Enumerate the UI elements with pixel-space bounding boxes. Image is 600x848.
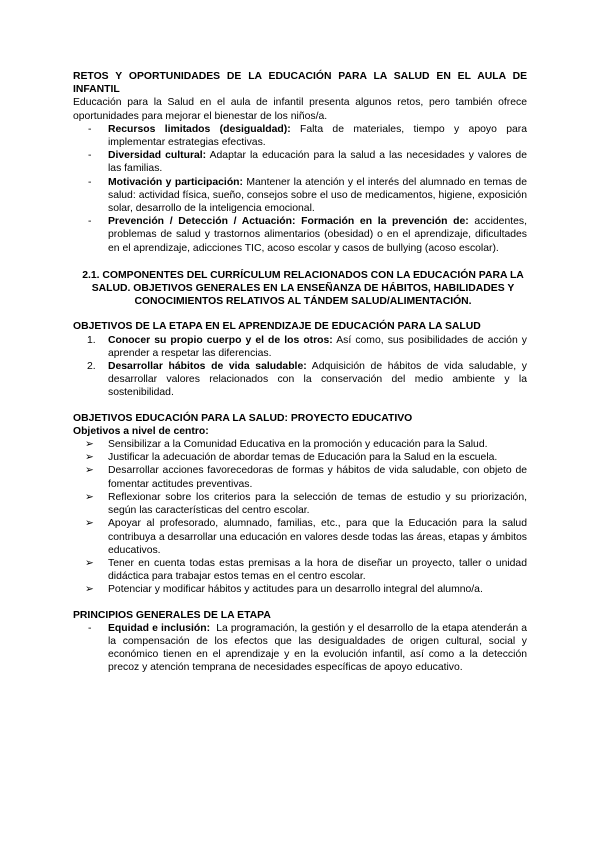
section-retos-title: RETOS Y OPORTUNIDADES DE LA EDUCACIÓN PARA LA SALUD EN EL AULA DE INFANTIL bbox=[73, 71, 527, 96]
item-text: Sensibilizar a la Comunidad Educativa en la promoción y educación para la Salud. bbox=[108, 439, 488, 451]
dash-bullet: - bbox=[88, 216, 92, 228]
item-text: Falta de materiales, tiempo y apoyo para implementar estrategias efectivas. bbox=[108, 123, 527, 149]
arrow-bullet-icon: ➢ bbox=[85, 491, 94, 503]
list-item bbox=[73, 438, 527, 451]
dash-bullet: - bbox=[88, 622, 92, 634]
item-text: Adaptar la educación para la salud a las necesidades y valores de las familias. bbox=[108, 150, 527, 175]
item-number: 1. bbox=[87, 334, 96, 346]
item-text: Potenciar y modificar hábitos y actitudes para un desarrollo integral del alumno/a. bbox=[108, 584, 483, 596]
arrow-bullet-icon: ➢ bbox=[85, 518, 94, 530]
list-item bbox=[73, 583, 527, 596]
list-item bbox=[73, 517, 527, 557]
item-label: Equidad e inclusión: bbox=[108, 622, 211, 634]
item-label: Diversidad cultural: bbox=[108, 150, 207, 162]
list-item bbox=[73, 464, 527, 490]
item-label: Prevención / Detección / Actuación: Formación en la prevención de: bbox=[108, 216, 469, 228]
item-text: Mantener la atención y el interés del alumnado en temas de salud: actividad física, sueño, consejos sobre el uso de medicamentos, higiene, exposición solar, desarrollo de la inteligencia emocional. bbox=[108, 176, 527, 215]
section-principios-title: PRINCIPIOS GENERALES DE LA ETAPA bbox=[73, 609, 271, 621]
item-text: accidentes, problemas de salud y trastornos alimentarios (obesidad) o en el aprendizaje, dificultades en el aprendizaje, adicciones TIC, acoso escolar y casos de bullying (acoso escolar). bbox=[108, 216, 527, 254]
list-item bbox=[73, 622, 530, 675]
list-item bbox=[73, 215, 527, 255]
list-item bbox=[73, 334, 527, 360]
list-item bbox=[73, 123, 527, 149]
document-page bbox=[73, 70, 530, 675]
arrow-bullet-icon: ➢ bbox=[85, 452, 94, 464]
principios-list bbox=[73, 622, 530, 675]
item-text: Apoyar al profesorado, alumnado, familias, etc., para que la Educación para la salud contribuya a desarrollar una educación en valores desde todas las áreas, etapas y ámbitos educativos. bbox=[108, 518, 527, 556]
section-proyecto-title: OBJETIVOS EDUCACIÓN PARA LA SALUD: PROYECTO EDUCATIVO bbox=[73, 412, 413, 424]
objetivos-etapa-list bbox=[73, 334, 527, 400]
item-label: Conocer su propio cuerpo y el de los otros: bbox=[108, 334, 333, 346]
list-item bbox=[73, 149, 527, 175]
section-componentes-title: 2.1. COMPONENTES DEL CURRÍCULUM RELACIONADOS CON LA EDUCACIÓN PARA LA SALUD. OBJETIVOS GENERALES EN LA ENSEÑANZA DE HÁBITOS, HABILIDADES Y CONOCIMIENTOS RELATIVOS AL TÁNDEM SALUD/ALIMENTACIÓN. bbox=[82, 269, 524, 308]
dash-bullet: - bbox=[88, 176, 92, 188]
retos-list bbox=[73, 123, 527, 255]
list-item bbox=[73, 557, 527, 583]
item-text: Reflexionar sobre los criterios para la selección de temas de estudio y su priorización, según las características del centro escolar. bbox=[108, 491, 527, 517]
list-item bbox=[73, 491, 527, 517]
item-label: Motivación y participación: bbox=[108, 176, 243, 188]
item-number: 2. bbox=[87, 361, 96, 373]
arrow-bullet-icon: ➢ bbox=[85, 557, 94, 569]
objetivos-centro-list bbox=[73, 438, 527, 596]
dash-bullet: - bbox=[88, 150, 92, 162]
list-item bbox=[73, 360, 527, 400]
section-objetivos-etapa-title: OBJETIVOS DE LA ETAPA EN EL APRENDIZAJE DE EDUCACIÓN PARA LA SALUD bbox=[73, 321, 481, 333]
item-text: Así como, sus posibilidades de acción y aprender a respetar las diferencias. bbox=[108, 334, 527, 359]
dash-bullet: - bbox=[88, 123, 92, 135]
list-item bbox=[73, 176, 527, 216]
item-text: La programación, la gestión y el desarrollo de la etapa atenderán a la compensación de los efectos que las desigualdades de origen cultural, social y económico tienen en el aprendizaje y en la evolución infantil, así como a la detección precoz y atención temprana de necesidades específicas de apoyo educativo. bbox=[108, 622, 530, 674]
item-text: Justificar la adecuación de abordar temas de Educación para la Salud en la escuela. bbox=[108, 452, 498, 464]
item-text: Adquisición de hábitos de vida saludable, y desarrollar valores relacionados con la conservación del medio ambiente y la sostenibilidad. bbox=[108, 361, 528, 399]
item-text: Tener en cuenta todas estas premisas a la hora de diseñar un proyecto, taller o unidad didáctica para trabajar estos temas en el centro escolar. bbox=[108, 557, 527, 583]
list-item bbox=[73, 451, 527, 464]
arrow-bullet-icon: ➢ bbox=[85, 465, 94, 477]
section-retos-intro: Educación para la Salud en el aula de infantil presenta algunos retos, pero también ofrece oportunidades para mejorar el bienestar de los niños/a. bbox=[73, 97, 527, 122]
section-proyecto-subtitle: Objetivos a nivel de centro: bbox=[73, 425, 209, 437]
item-label: Recursos limitados (desigualdad): bbox=[108, 123, 291, 135]
arrow-bullet-icon: ➢ bbox=[85, 584, 94, 596]
item-label: Desarrollar hábitos de vida saludable: bbox=[108, 361, 307, 373]
arrow-bullet-icon: ➢ bbox=[85, 439, 94, 451]
item-text: Desarrollar acciones favorecedoras de formas y hábitos de vida saludable, con objeto de fomentar actitudes preventivas. bbox=[108, 465, 527, 490]
